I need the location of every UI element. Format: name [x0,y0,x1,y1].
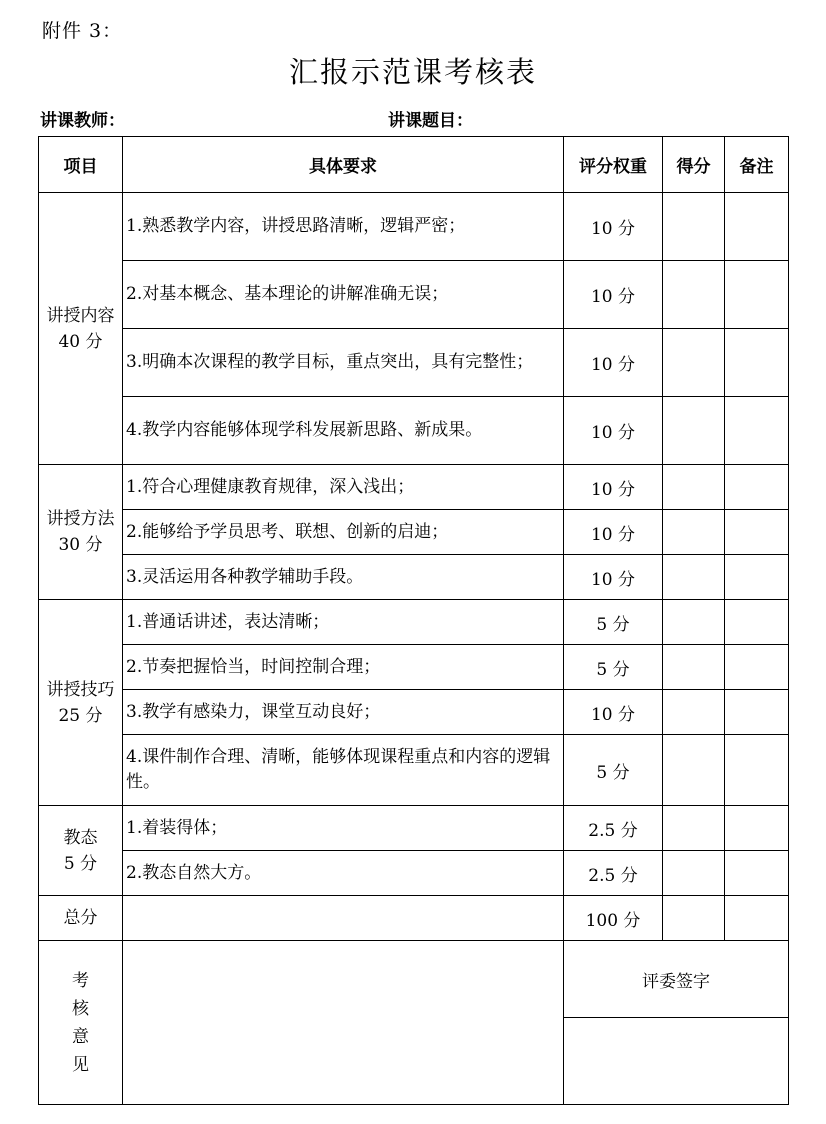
teacher-label: 讲课教师： [40,111,125,131]
table-row [39,851,789,896]
requirement-text: 4.课件制作合理、清晰，能够体现课程重点和内容的逻辑性。 [123,735,564,806]
opinion-row-top [39,941,789,1018]
topic-label: 讲课题目： [388,111,473,131]
requirement-text: 3.明确本次课程的教学目标，重点突出，具有完整性； [123,329,564,397]
remarks-cell[interactable] [725,193,789,261]
header-item: 项目 [39,137,123,193]
section-points: 30 分 [58,535,103,555]
remarks-cell[interactable] [725,329,789,397]
total-score-cell[interactable] [663,896,725,941]
table-row [39,690,789,735]
remarks-cell[interactable] [725,397,789,465]
remarks-cell[interactable] [725,600,789,645]
total-remarks-cell[interactable] [725,896,789,941]
section-name: 讲授方法 [46,509,115,529]
table-row [39,555,789,600]
requirement-text: 3.灵活运用各种教学辅助手段。 [123,555,564,600]
section-content [39,193,123,465]
weight-value: 10 分 [564,510,663,555]
section-method [39,465,123,600]
opinion-label [39,941,123,1105]
requirement-text: 2.能够给予学员思考、联想、创新的启迪； [123,510,564,555]
opinion-char: 见 [72,1055,89,1075]
remarks-cell[interactable] [725,465,789,510]
requirement-text: 2.对基本概念、基本理论的讲解准确无误； [123,261,564,329]
remarks-cell[interactable] [725,645,789,690]
total-blank-cell[interactable] [123,896,564,941]
section-points: 40 分 [58,331,103,352]
weight-value: 5 分 [564,735,663,806]
remarks-cell[interactable] [725,690,789,735]
weight-value: 2.5 分 [564,851,663,896]
signature-label: 评委签字 [564,941,789,1018]
section-name: 教态 [63,827,98,848]
weight-value: 10 分 [564,397,663,465]
table-row [39,465,789,510]
weight-value: 10 分 [564,690,663,735]
signature-area[interactable] [564,1018,789,1105]
score-cell[interactable] [663,645,725,690]
remarks-cell[interactable] [725,555,789,600]
requirement-text: 1.符合心理健康教育规律，深入浅出； [123,465,564,510]
remarks-cell[interactable] [725,851,789,896]
opinion-char: 意 [72,1027,89,1047]
total-row [39,896,789,941]
remarks-cell[interactable] [725,261,789,329]
score-cell[interactable] [663,261,725,329]
remarks-cell[interactable] [725,510,789,555]
weight-value: 5 分 [564,600,663,645]
score-cell[interactable] [663,397,725,465]
remarks-cell[interactable] [725,806,789,851]
remarks-cell[interactable] [725,735,789,806]
table-row [39,600,789,645]
requirement-text: 3.教学有感染力，课堂互动良好； [123,690,564,735]
weight-value: 10 分 [564,329,663,397]
section-name: 讲授技巧 [46,679,115,700]
evaluation-table [38,136,789,1105]
table-row [39,397,789,465]
requirement-text: 1.熟悉教学内容，讲授思路清晰，逻辑严密； [123,193,564,261]
total-label: 总分 [39,896,123,941]
score-cell[interactable] [663,690,725,735]
header-score: 得分 [663,137,725,193]
score-cell[interactable] [663,806,725,851]
score-cell[interactable] [663,600,725,645]
table-row [39,735,789,806]
opinion-text-area[interactable] [123,941,564,1105]
requirement-text: 2.教态自然大方。 [123,851,564,896]
header-row [39,137,789,193]
table-row [39,193,789,261]
table-row [39,645,789,690]
score-cell[interactable] [663,465,725,510]
requirement-text: 1.普通话讲述，表达清晰； [123,600,564,645]
opinion-char: 考 [72,971,89,991]
section-demeanor [39,806,123,896]
score-cell[interactable] [663,193,725,261]
score-cell[interactable] [663,510,725,555]
score-cell[interactable] [663,555,725,600]
requirement-text: 4.教学内容能够体现学科发展新思路、新成果。 [123,397,564,465]
table-row [39,329,789,397]
header-remarks: 备注 [725,137,789,193]
score-cell[interactable] [663,735,725,806]
weight-value: 10 分 [564,465,663,510]
weight-value: 10 分 [564,261,663,329]
score-cell[interactable] [663,851,725,896]
requirement-text: 2.节奏把握恰当，时间控制合理； [123,645,564,690]
page-title: 汇报示范课考核表 [288,55,537,89]
score-cell[interactable] [663,329,725,397]
header-requirements: 具体要求 [123,137,564,193]
table-row [39,261,789,329]
header-weight: 评分权重 [564,137,663,193]
section-points: 5 分 [63,853,98,874]
weight-value: 5 分 [564,645,663,690]
table-row [39,510,789,555]
weight-value: 10 分 [564,555,663,600]
total-weight: 100 分 [564,896,663,941]
opinion-char: 核 [72,999,89,1019]
section-points: 25 分 [58,705,103,726]
table-row [39,806,789,851]
section-name: 讲授内容 [46,305,115,326]
attachment-label: 附件 3： [42,20,123,42]
weight-value: 10 分 [564,193,663,261]
section-skill [39,600,123,806]
requirement-text: 1.着装得体； [123,806,564,851]
weight-value: 2.5 分 [564,806,663,851]
